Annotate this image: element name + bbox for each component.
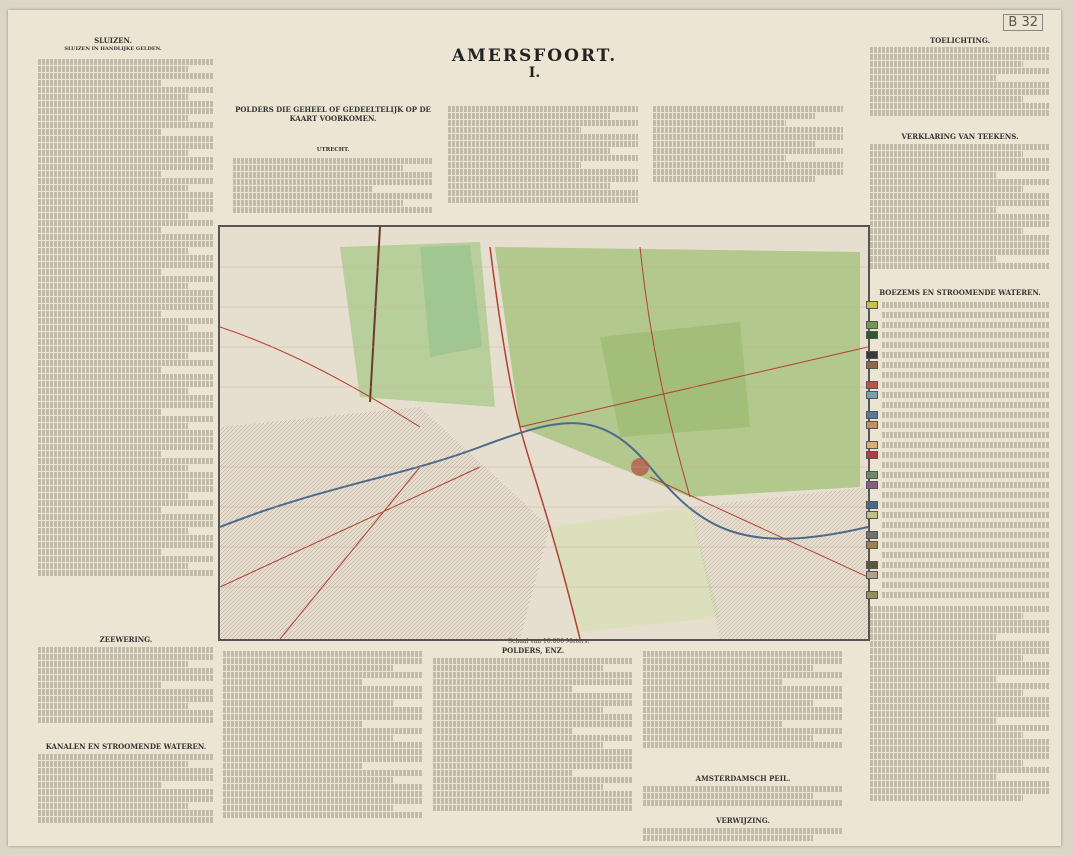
legend-text [882, 342, 1050, 348]
center-heading: POLDERS DIE GEHEEL OF GEDEELTELIJK OP DE KAART VOORKOMEN. [235, 105, 431, 123]
legend-swatch [866, 331, 878, 339]
left-text-column [38, 58, 214, 628]
map-area [218, 225, 870, 641]
legend-swatch [866, 471, 878, 479]
legend-row [866, 500, 1050, 509]
right-text-2 [870, 605, 1050, 840]
legend-swatch [866, 541, 878, 549]
legend-swatch [866, 511, 878, 519]
map-title: AMERSFOORT. [451, 46, 618, 66]
legend-row-continued [866, 310, 1050, 319]
center-text-3 [653, 105, 843, 220]
legend-row-continued [866, 520, 1050, 529]
legend-swatch [866, 481, 878, 489]
legend-swatch [866, 361, 878, 369]
legend-text [882, 592, 1050, 598]
legend-swatch [866, 441, 878, 449]
legend-row-continued [866, 370, 1050, 379]
waters-heading: BOEZEMS EN STROOMENDE WATEREN. [879, 288, 1041, 297]
legend-row [866, 510, 1050, 519]
legend-text [882, 482, 1050, 488]
legend-text [882, 452, 1050, 458]
legend-text [882, 512, 1050, 518]
legend-row [866, 420, 1050, 429]
right-text-1 [870, 46, 1050, 126]
bottom-text-2 [433, 657, 633, 837]
scale-text: Schaal van 10.000 Meters. [508, 638, 590, 645]
sheet-tag: B 32 [1003, 14, 1043, 31]
legend-swatch [866, 591, 878, 599]
bottom-center-heading: POLDERS, ENZ. [501, 646, 565, 655]
legend-text [882, 492, 1050, 498]
map-subtitle: I. [528, 65, 541, 81]
legend-text [882, 352, 1050, 358]
legend-row-continued [866, 550, 1050, 559]
legend-text [882, 332, 1050, 338]
legend-text [882, 462, 1050, 468]
legend-text [882, 412, 1050, 418]
left-heading: SLUIZEN. [94, 36, 132, 45]
legend-swatch [866, 571, 878, 579]
legend-text [882, 502, 1050, 508]
right-heading: TOELICHTING. [929, 36, 991, 45]
legend-text [882, 312, 1050, 318]
legend-swatch [866, 321, 878, 329]
legend-swatch [866, 421, 878, 429]
legend-swatch [866, 531, 878, 539]
legend-row [866, 330, 1050, 339]
legend-text [882, 322, 1050, 328]
legend-row [866, 300, 1050, 309]
legend-row [866, 560, 1050, 569]
legend-signs [870, 143, 1050, 283]
legend-row [866, 320, 1050, 329]
legend-text [882, 532, 1050, 538]
bottom-right-heading-2: VERWIJZING. [716, 816, 770, 825]
legend-swatch [866, 411, 878, 419]
center-text-2 [448, 105, 638, 220]
legend-row [866, 570, 1050, 579]
legend-swatch [866, 501, 878, 509]
legend-row [866, 530, 1050, 539]
bottom-left-text [38, 646, 214, 736]
map-drawing [220, 227, 868, 639]
legend-text [882, 472, 1050, 478]
legend-row-continued [866, 490, 1050, 499]
legend-swatch [866, 391, 878, 399]
legend-text [882, 362, 1050, 368]
left-subheading: SLUIZEN IN HANDLIJKE GELDEN. [64, 46, 162, 52]
legend-text [882, 302, 1050, 308]
legend-row [866, 450, 1050, 459]
legend-row [866, 350, 1050, 359]
bottom-left-text-2 [38, 753, 214, 833]
legend-row [866, 590, 1050, 599]
legend-text [882, 542, 1050, 548]
legend-row [866, 410, 1050, 419]
bottom-text-1 [223, 650, 423, 840]
legend-text [882, 562, 1050, 568]
legend-text [882, 522, 1050, 528]
legend-text [882, 582, 1050, 588]
legend-swatch [866, 301, 878, 309]
legend-text [882, 382, 1050, 388]
legend-heading: VERKLARING VAN TEEKENS. [901, 132, 1019, 141]
legend-row [866, 390, 1050, 399]
legend-text [882, 442, 1050, 448]
legend-text [882, 432, 1050, 438]
legend-row [866, 540, 1050, 549]
legend-text [882, 372, 1050, 378]
legend-text [882, 552, 1050, 558]
legend-row [866, 440, 1050, 449]
legend-text [882, 392, 1050, 398]
bottom-text-5 [643, 827, 843, 843]
legend-row [866, 380, 1050, 389]
bottom-left-heading-2: KANALEN EN STROOMENDE WATEREN. [45, 742, 207, 751]
bottom-right-heading-1: AMSTERDAMSCH PEIL. [695, 774, 791, 783]
legend-swatch [866, 561, 878, 569]
bottom-text-4 [643, 785, 843, 813]
legend-text [882, 402, 1050, 408]
legend-row [866, 360, 1050, 369]
bottom-text-3 [643, 650, 843, 770]
legend-text [882, 572, 1050, 578]
legend-row-continued [866, 340, 1050, 349]
center-text-1 [233, 157, 433, 217]
legend-row [866, 470, 1050, 479]
legend-swatch [866, 381, 878, 389]
waters-legend [866, 299, 1050, 599]
legend-row-continued [866, 430, 1050, 439]
legend-row-continued [866, 460, 1050, 469]
legend-row-continued [866, 400, 1050, 409]
utrecht-heading: UTRECHT. [316, 147, 350, 153]
legend-row [866, 480, 1050, 489]
legend-text [882, 422, 1050, 428]
legend-row-continued [866, 580, 1050, 589]
map-sheet [8, 10, 1061, 846]
bottom-left-heading: ZEEWERING. [99, 635, 153, 644]
legend-swatch [866, 451, 878, 459]
legend-swatch [866, 351, 878, 359]
